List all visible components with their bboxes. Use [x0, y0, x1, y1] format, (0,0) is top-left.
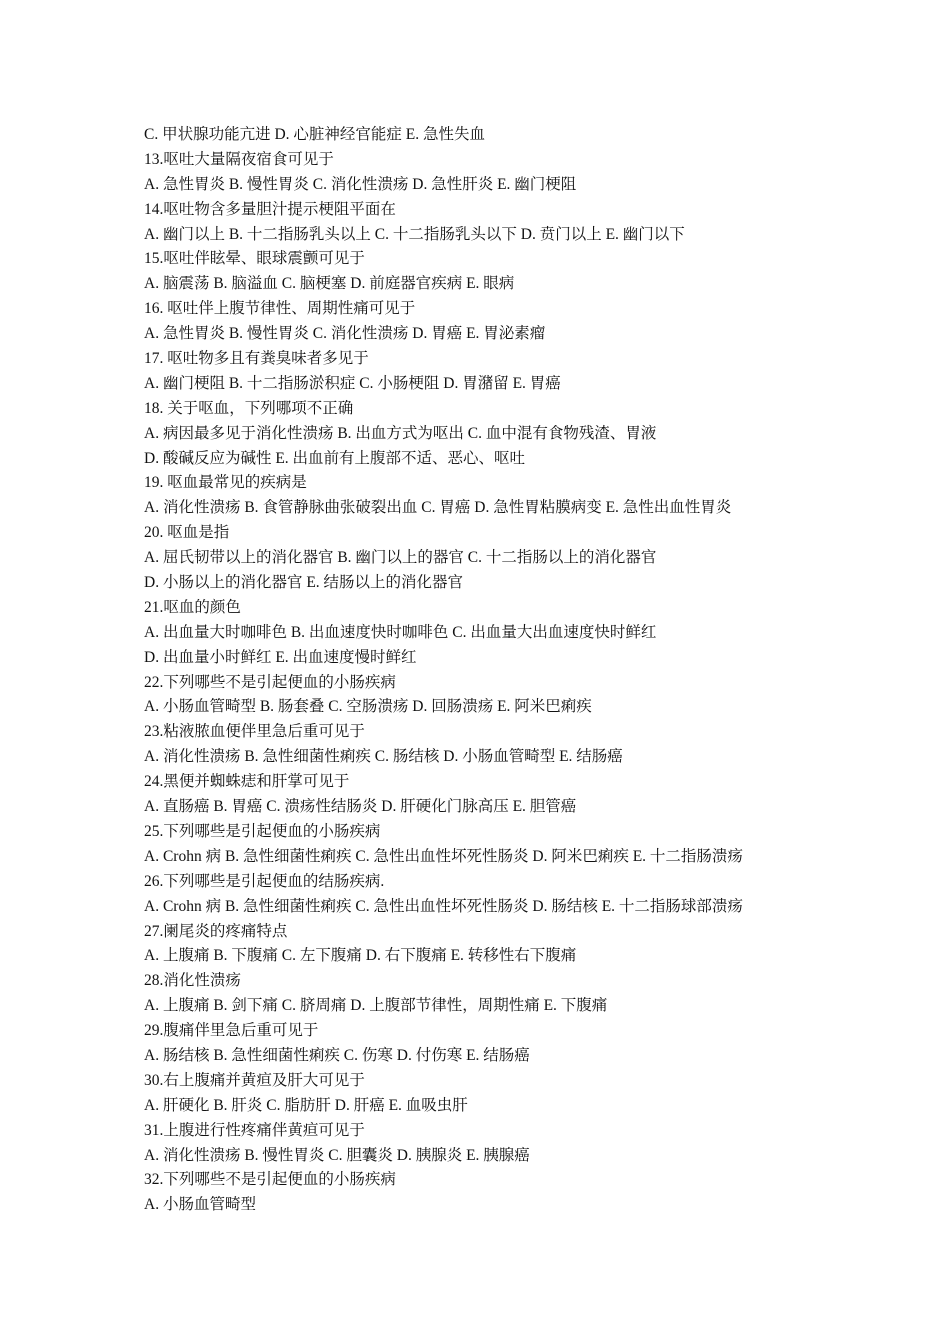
option-line: A. 出血量大时咖啡色 B. 出血速度快时咖啡色 C. 出血量大出血速度快时鲜红 — [144, 623, 657, 641]
question-line: 24.黑便并蜘蛛痣和肝掌可见于 — [144, 773, 350, 791]
question-line: 26.下列哪些是引起便血的结肠疾病. — [144, 872, 385, 890]
question-line: 28.消化性溃疡 — [144, 972, 241, 990]
question-line: 13.呕吐大量隔夜宿食可见于 — [144, 150, 334, 168]
option-line: A. 消化性溃疡 B. 食管静脉曲张破裂出血 C. 胃癌 D. 急性胃粘膜病变 E. 急性出血性胃炎 — [144, 499, 732, 517]
option-line: A. 小肠血管畸型 — [144, 1196, 256, 1214]
option-line: A. 消化性溃疡 B. 急性细菌性痢疾 C. 肠结核 D. 小肠血管畸型 E. 结肠癌 — [144, 748, 623, 766]
question-line: 30.右上腹痛并黄疸及肝大可见于 — [144, 1071, 365, 1089]
option-line: A. 消化性溃疡 B. 慢性胃炎 C. 胆囊炎 D. 胰腺炎 E. 胰腺癌 — [144, 1146, 530, 1164]
document-page — [144, 123, 824, 1218]
question-line: 25.下列哪些是引起便血的小肠疾病 — [144, 822, 381, 840]
option-line: A. 幽门梗阻 B. 十二指肠淤积症 C. 小肠梗阻 D. 胃潴留 E. 胃癌 — [144, 374, 561, 392]
option-line: A. 幽门以上 B. 十二指肠乳头以上 C. 十二指肠乳头以下 D. 贲门以上 E. 幽门以下 — [144, 225, 685, 243]
question-line: 22.下列哪些不是引起便血的小肠疾病 — [144, 673, 396, 691]
option-line: A. 脑震荡 B. 脑溢血 C. 脑梗塞 D. 前庭器官疾病 E. 眼病 — [144, 275, 515, 293]
question-line: 15.呕吐伴眩晕、眼球震颤可见于 — [144, 250, 365, 268]
question-line: 21.呕血的颜色 — [144, 598, 241, 616]
question-line: 23.粘液脓血便伴里急后重可见于 — [144, 723, 365, 741]
question-line: 29.腹痛伴里急后重可见于 — [144, 1022, 319, 1040]
option-line: A. 肝硬化 B. 肝炎 C. 脂肪肝 D. 肝癌 E. 血吸虫肝 — [144, 1096, 468, 1114]
question-line: 20. 呕血是指 — [144, 524, 230, 542]
option-line: A. Crohn 病 B. 急性细菌性痢疾 C. 急性出血性坏死性肠炎 D. 阿米巴痢疾 E. 十二指肠溃疡 — [144, 847, 743, 865]
question-line: 18. 关于呕血，下列哪项不正确 — [144, 399, 354, 417]
option-line: A. 病因最多见于消化性溃疡 B. 出血方式为呕出 C. 血中混有食物残渣、胃液 — [144, 424, 657, 442]
question-line: 32.下列哪些不是引起便血的小肠疾病 — [144, 1171, 396, 1189]
option-line: A. 肠结核 B. 急性细菌性痢疾 C. 伤寒 D. 付伤寒 E. 结肠癌 — [144, 1046, 530, 1064]
option-line: A. 屈氏韧带以上的消化器官 B. 幽门以上的器官 C. 十二指肠以上的消化器官 — [144, 549, 657, 567]
question-line: 17. 呕吐物多且有粪臭味者多见于 — [144, 350, 369, 368]
question-line: 31.上腹进行性疼痛伴黄疸可见于 — [144, 1121, 365, 1139]
option-line: A. 小肠血管畸型 B. 肠套叠 C. 空肠溃疡 D. 回肠溃疡 E. 阿米巴痢疾 — [144, 698, 592, 716]
question-line: 16. 呕吐伴上腹节律性、周期性痛可见于 — [144, 300, 416, 318]
option-line: A. 直肠癌 B. 胃癌 C. 溃疡性结肠炎 D. 肝硬化门脉高压 E. 胆管癌 — [144, 798, 577, 816]
option-line: D. 酸碱反应为碱性 E. 出血前有上腹部不适、恶心、呕吐 — [144, 449, 526, 467]
option-line: A. 急性胃炎 B. 慢性胃炎 C. 消化性溃疡 D. 急性肝炎 E. 幽门梗阻 — [144, 175, 577, 193]
option-line: D. 小肠以上的消化器官 E. 结肠以上的消化器官 — [144, 574, 464, 592]
option-line: A. Crohn 病 B. 急性细菌性痢疾 C. 急性出血性坏死性肠炎 D. 肠结核 E. 十二指肠球部溃疡 — [144, 897, 743, 915]
option-line: C. 甲状腺功能亢进 D. 心脏神经官能症 E. 急性失血 — [144, 126, 486, 143]
option-line: A. 急性胃炎 B. 慢性胃炎 C. 消化性溃疡 D. 胃癌 E. 胃泌素瘤 — [144, 325, 546, 343]
option-line: A. 上腹痛 B. 下腹痛 C. 左下腹痛 D. 右下腹痛 E. 转移性右下腹痛 — [144, 947, 577, 965]
question-line: 14.呕吐物含多量胆汁提示梗阻平面在 — [144, 200, 396, 218]
option-line: D. 出血量小时鲜红 E. 出血速度慢时鲜红 — [144, 648, 417, 666]
question-line: 19. 呕血最常见的疾病是 — [144, 474, 307, 492]
option-line: A. 上腹痛 B. 剑下痛 C. 脐周痛 D. 上腹部节律性，周期性痛 E. 下腹痛 — [144, 997, 608, 1015]
question-line: 27.阑尾炎的疼痛特点 — [144, 922, 288, 940]
